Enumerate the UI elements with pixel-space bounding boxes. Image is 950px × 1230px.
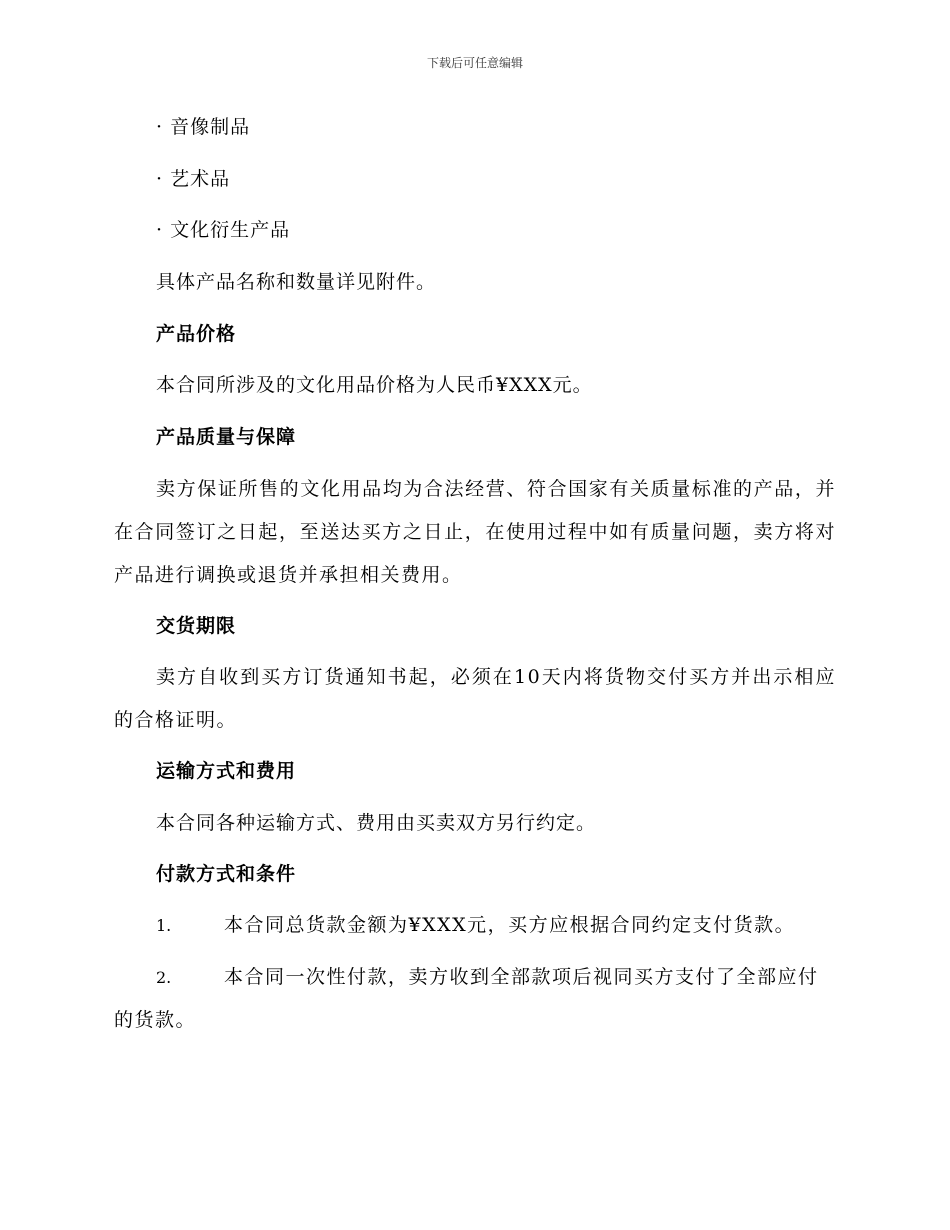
section-heading-transport: 运输方式和费用 — [156, 760, 297, 782]
section-text-delivery: 卖方自收到买方订货通知书起，必须在10天内将货物交付买方并出示相应的合格证明。 — [114, 666, 836, 731]
section-heading-quality: 产品质量与保障 — [156, 426, 297, 448]
bullet-item-audio-video: · 音像制品 — [156, 116, 251, 138]
section-heading-payment: 付款方式和条件 — [156, 863, 297, 885]
section-heading-price: 产品价格 — [156, 323, 237, 345]
section-heading-delivery: 交货期限 — [156, 615, 237, 637]
intro-line: 具体产品名称和数量详见附件。 — [156, 271, 437, 293]
bullet-item-derivatives: · 文化衍生产品 — [156, 219, 291, 241]
header-note: 下载后可任意编辑 — [426, 56, 523, 70]
payment-item — [114, 956, 836, 1042]
section-text-quality: 卖方保证所售的文化用品均为合法经营、符合国家有关质量标准的产品，并在合同签订之日起，至送达买方之日止，在使用过程中如有质量问题，卖方将对产品进行调换或退货并承担相关费用。 — [114, 478, 836, 586]
payment-item-number: 2. — [156, 968, 172, 987]
section-text-transport: 本合同各种运输方式、费用由买卖双方另行约定。 — [156, 812, 597, 834]
payment-item-text: 本合同一次性付款，卖方收到全部款项后视同买方支付了全部应付的货款。 — [114, 966, 819, 1031]
payment-item-number: 1. — [156, 916, 172, 935]
bullet-item-artwork: · 艺术品 — [156, 168, 231, 190]
section-text-price: 本合同所涉及的文化用品价格为人民币¥XXX元。 — [156, 374, 593, 396]
payment-item — [114, 904, 836, 947]
payment-item-text: 本合同总货款金额为¥XXX元，买方应根据合同约定支付货款。 — [224, 914, 796, 936]
